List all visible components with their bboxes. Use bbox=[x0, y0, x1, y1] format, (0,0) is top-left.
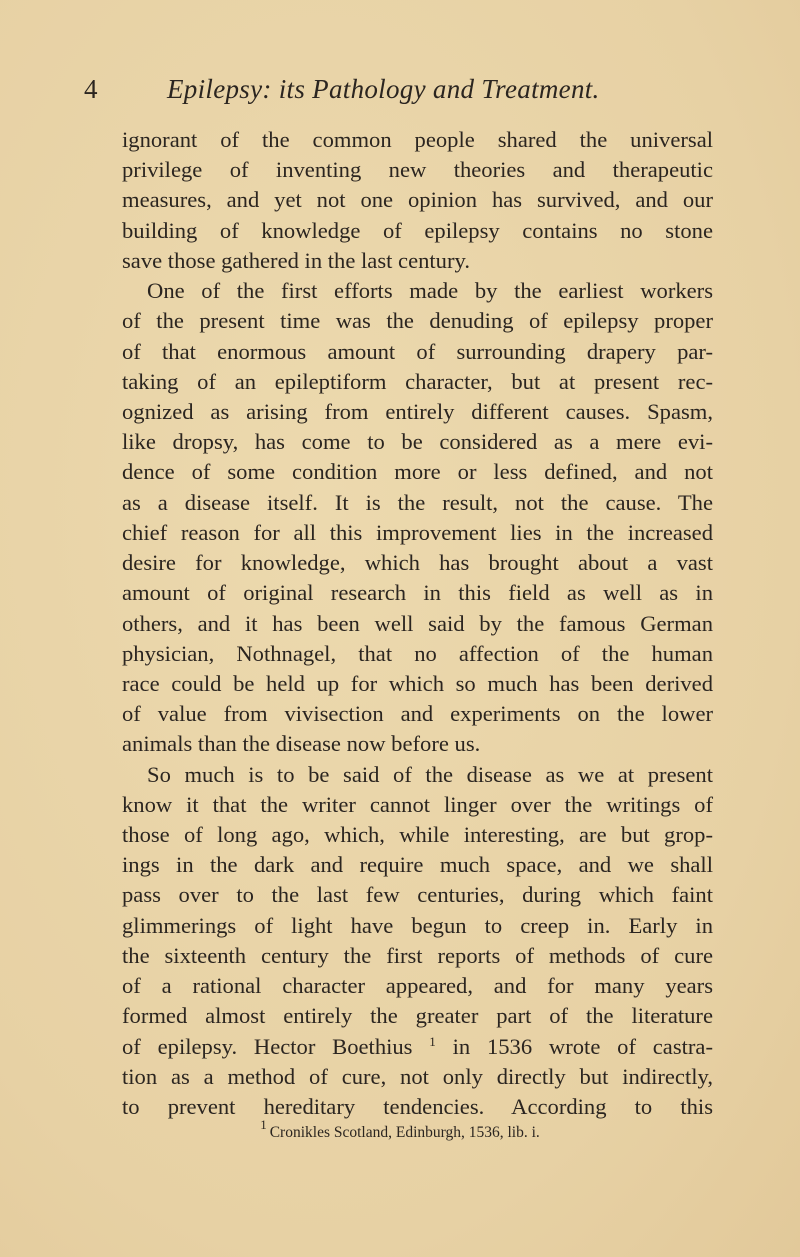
line-text: chief reason for all this improvement lies in the increased bbox=[122, 519, 713, 545]
footnote-text: Cronikles Scotland, Edinburgh, 1536, lib. i. bbox=[269, 1124, 540, 1141]
running-header bbox=[0, 74, 800, 114]
running-title: Epilepsy: its Pathology and Treatment. bbox=[167, 74, 600, 104]
text-line bbox=[122, 1032, 713, 1062]
line-text: amount of original research in this field as well as in bbox=[122, 580, 713, 606]
text-line bbox=[122, 578, 713, 608]
text-line bbox=[122, 729, 713, 759]
line-text: ings in the dark and require much space, and we shall bbox=[122, 852, 713, 878]
line-text: others, and it has been well said by the famous German bbox=[122, 610, 713, 636]
text-line bbox=[122, 155, 713, 185]
text-line bbox=[122, 820, 713, 850]
line-text: ognized as arising from entirely different causes. Spasm, bbox=[122, 398, 713, 424]
line-text: One of the first efforts made by the earliest workers bbox=[147, 278, 713, 304]
page-number: 4 bbox=[84, 74, 98, 104]
line-text: ignorant of the common people shared the universal bbox=[122, 127, 713, 152]
line-text: dence of some condition more or less defined, and not bbox=[122, 459, 713, 485]
text-line bbox=[122, 125, 713, 155]
text-line bbox=[122, 306, 713, 336]
body-text bbox=[122, 125, 713, 1122]
footnote-reference: 1 bbox=[429, 1033, 436, 1049]
footnote bbox=[0, 1117, 800, 1142]
line-text: formed almost entirely the greater part of the literature bbox=[122, 1003, 713, 1029]
text-line bbox=[122, 518, 713, 548]
footnote-marker: 1 bbox=[260, 1117, 267, 1132]
text-line bbox=[122, 971, 713, 1001]
line-text: to prevent hereditary tendencies. According to this bbox=[122, 1094, 713, 1119]
text-line bbox=[122, 1092, 713, 1122]
text-line bbox=[122, 548, 713, 578]
line-text: privilege of inventing new theories and therapeutic bbox=[122, 157, 713, 183]
text-line bbox=[122, 457, 713, 487]
line-text: as a disease itself. It is the result, not the cause. The bbox=[122, 489, 713, 515]
line-text: know it that the writer cannot linger over the writings of bbox=[122, 791, 713, 817]
text-line bbox=[122, 850, 713, 880]
text-line bbox=[122, 427, 713, 457]
line-text: physician, Nothnagel, that no affection of the human bbox=[122, 640, 713, 666]
line-text-continued: in 1536 wrote of castra- bbox=[435, 1033, 713, 1059]
line-text: save those gathered in the last century. bbox=[122, 247, 470, 273]
text-line bbox=[122, 669, 713, 699]
line-text: like dropsy, has come to be considered as a mere evi- bbox=[122, 429, 713, 455]
text-line bbox=[122, 337, 713, 367]
line-text: pass over to the last few centuries, during which faint bbox=[122, 882, 713, 908]
text-line bbox=[122, 1001, 713, 1031]
line-text: So much is to be said of the disease as we at present bbox=[147, 761, 713, 787]
text-line bbox=[122, 941, 713, 971]
text-line bbox=[122, 488, 713, 518]
line-text: glimmerings of light have begun to creep in. Early in bbox=[122, 912, 713, 938]
line-text: measures, and yet not one opinion has survived, and our bbox=[122, 187, 713, 213]
text-line bbox=[122, 1062, 713, 1092]
text-line bbox=[122, 639, 713, 669]
text-line bbox=[122, 216, 713, 246]
text-line bbox=[122, 367, 713, 397]
line-text: tion as a method of cure, not only directly but indirectly, bbox=[122, 1063, 713, 1089]
text-line bbox=[122, 609, 713, 639]
text-line bbox=[122, 246, 713, 276]
text-line bbox=[122, 185, 713, 215]
line-text: taking of an epileptiform character, but at present rec- bbox=[122, 368, 713, 394]
line-text: of the present time was the denuding of epilepsy proper bbox=[122, 308, 713, 334]
line-text: of value from vivisection and experiments on the lower bbox=[122, 701, 713, 727]
text-line bbox=[122, 790, 713, 820]
line-text: of that enormous amount of surrounding drapery par- bbox=[122, 338, 713, 364]
line-text: of epilepsy. Hector Boethius bbox=[122, 1033, 413, 1059]
text-line bbox=[122, 911, 713, 941]
line-text: desire for knowledge, which has brought about a vast bbox=[122, 550, 713, 576]
text-line bbox=[122, 276, 713, 306]
text-line bbox=[122, 397, 713, 427]
line-text: race could be held up for which so much has been derived bbox=[122, 670, 713, 696]
line-text: the sixteenth century the first reports of methods of cure bbox=[122, 942, 713, 968]
line-text: those of long ago, which, while interesting, are but grop- bbox=[122, 822, 713, 848]
line-text: animals than the disease now before us. bbox=[122, 731, 481, 757]
line-text: of a rational character appeared, and for many years bbox=[122, 973, 713, 999]
text-line bbox=[122, 760, 713, 790]
text-line bbox=[122, 699, 713, 729]
line-text: building of knowledge of epilepsy contains no stone bbox=[122, 217, 713, 243]
text-line bbox=[122, 880, 713, 910]
